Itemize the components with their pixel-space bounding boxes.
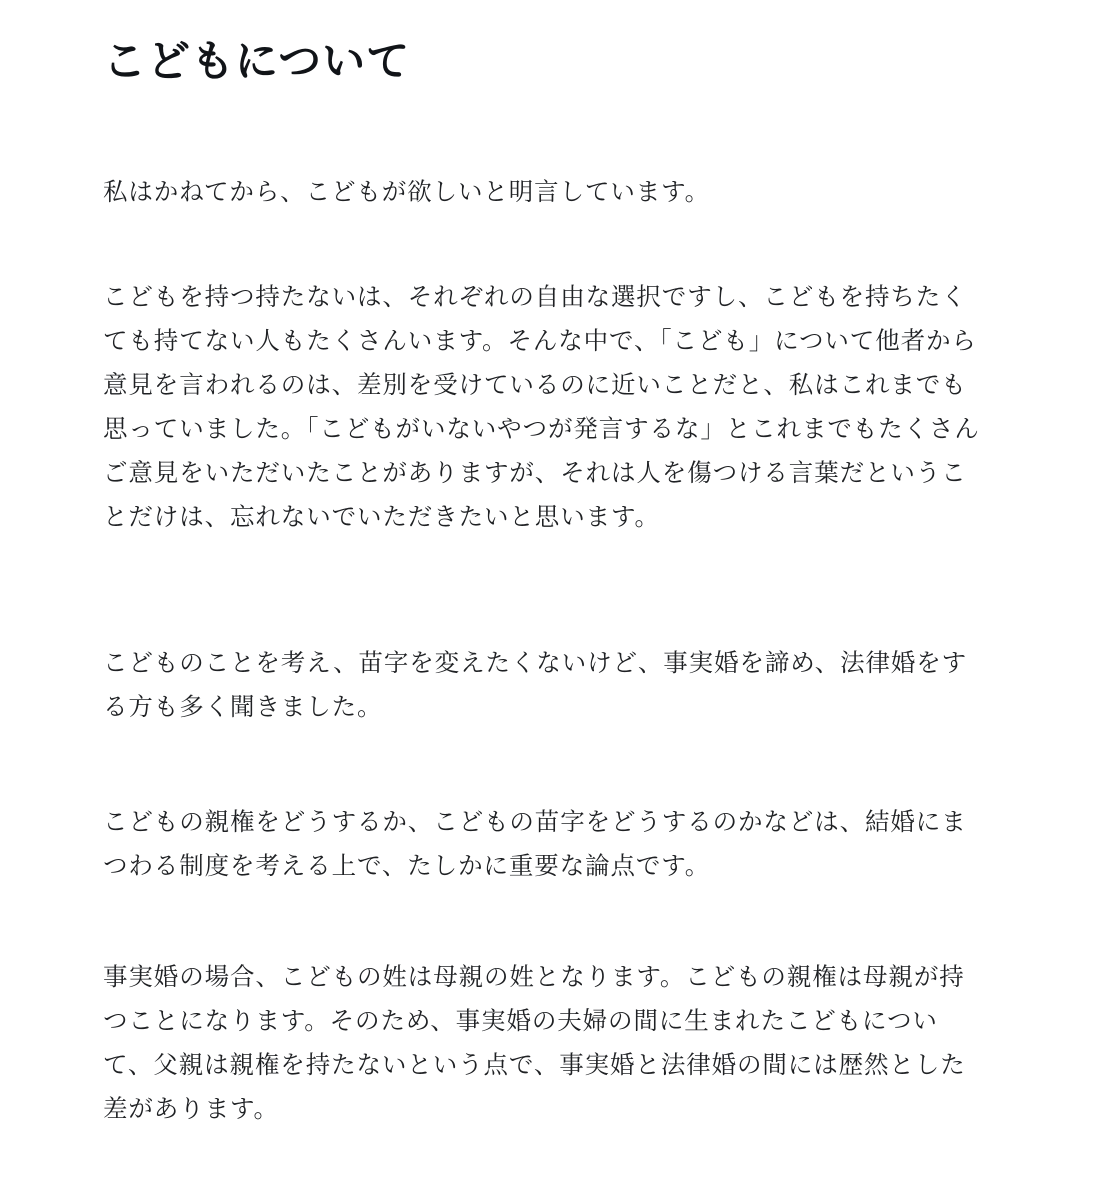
paragraph-line: て、父親は親権を持たないという点で、事実婚と法律婚の間には歴然とした bbox=[103, 1050, 966, 1079]
paragraph-line: 思っていました。「こどもがいないやつが発言するな」とこれまでもたくさん bbox=[103, 414, 980, 443]
article-title: こどもについて bbox=[103, 37, 411, 87]
paragraph-line: とだけは、忘れないでいただきたいと思います。 bbox=[103, 502, 660, 531]
paragraph-1 bbox=[103, 170, 710, 214]
paragraph-4 bbox=[103, 800, 967, 888]
paragraph-line: 私はかねてから、こどもが欲しいと明言しています。 bbox=[103, 177, 711, 206]
paragraph-line: 差があります。 bbox=[103, 1094, 279, 1123]
paragraph-3 bbox=[103, 641, 967, 729]
paragraph-2 bbox=[103, 275, 980, 539]
paragraph-line: こどもを持つ持たないは、それぞれの自由な選択ですし、こどもを持ちたく bbox=[103, 282, 967, 311]
paragraph-line: る方も多く聞きました。 bbox=[103, 692, 383, 721]
paragraph-line: 事実婚の場合、こどもの姓は母親の姓となります。こどもの親権は母親が持 bbox=[103, 962, 965, 991]
paragraph-5 bbox=[103, 955, 966, 1131]
paragraph-line: こどもの親権をどうするか、こどもの苗字をどうするのかなどは、結婚にま bbox=[103, 807, 967, 836]
paragraph-line: つわる制度を考える上で、たしかに重要な論点です。 bbox=[103, 851, 711, 880]
paragraph-line: ても持てない人もたくさんいます。そんな中で、「こども」について他者から bbox=[103, 326, 977, 355]
paragraph-line: つことになります。そのため、事実婚の夫婦の間に生まれたこどもについ bbox=[103, 1006, 938, 1035]
paragraph-line: 意見を言われるのは、差別を受けているのに近いことだと、私はこれまでも bbox=[103, 370, 967, 399]
paragraph-line: ご意見をいただいたことがありますが、それは人を傷つける言葉だというこ bbox=[103, 458, 967, 487]
paragraph-line: こどものことを考え、苗字を変えたくないけど、事実婚を諦め、法律婚をす bbox=[103, 648, 968, 677]
